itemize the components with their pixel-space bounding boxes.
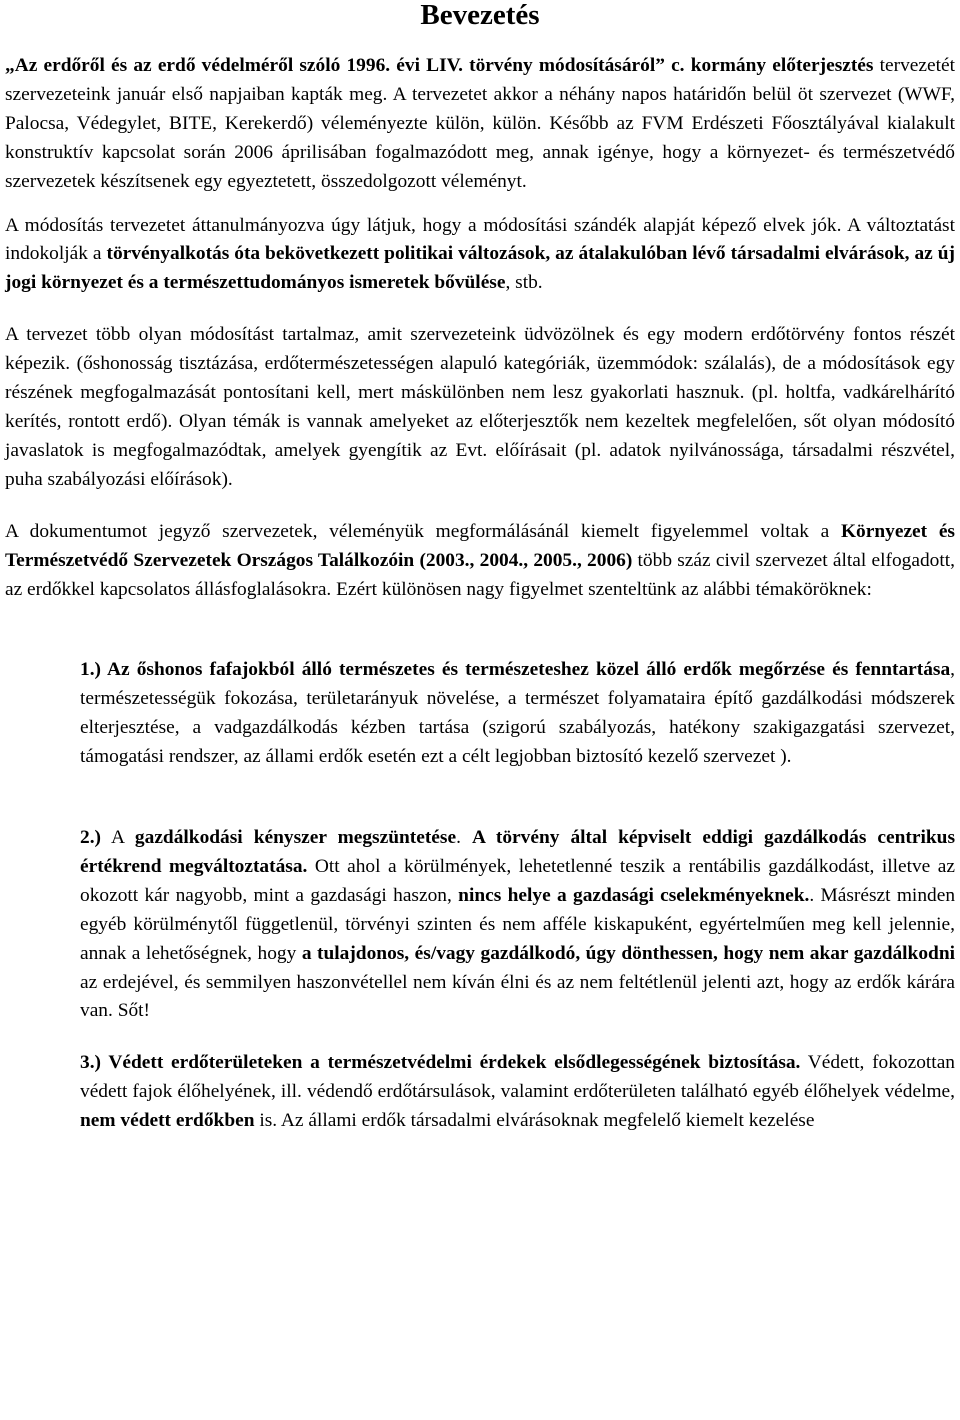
- paragraph-intro: [5, 52, 955, 197]
- emphasized-text: törvényalkotás óta bekövetkezett politikai változások, az átalakulóban lévő társadalmi elvárások, az új jogi környezet és a természettudományos ismeretek bővülése: [5, 243, 955, 294]
- body-text: . Másrészt minden egyéb körülménytől függetlenül, törvényi szinten és nem afféle kiskapuként, egyértelműen meg kell jelennie, annak a lehetőségnek, hogy: [80, 884, 956, 964]
- emphasized-text: Környezet és Természetvédő Szervezetek Országos Találkozóin (2003., 2004., 2005., 2006): [5, 520, 955, 571]
- body-text: az erdejével, és semmilyen haszonvétellel nem kíván élni és az nem feltétlenül jelenti azt, hogy az erdők kárára van. Sőt!: [80, 971, 955, 1022]
- paragraph-topic-1: [5, 656, 955, 772]
- body-text: A: [101, 827, 135, 849]
- body-text: tervezetét szervezeteink január első napjaiban kapták meg. A tervezetet akkor a néhány napos határidőn belül öt szervezet (WWF, Palocsa, Védegylet, BITE, Kerekerdő) véleményezte külön, külön. Később az FVM Erdészeti Főosztályával kialakult konstruktív kapcsolat során 2006 áprilisában fogalmazódott meg, annak igénye, hogy a környezet- és természetvédő szervezetek készítsenek egy egyeztetett, összedolgozott véleményt.: [5, 55, 955, 192]
- body-text: A tervezet több olyan módosítást tartalmaz, amit szervezeteink üdvözölnek és egy modern erdőtörvény fontos részét képezik. (őshonosság tisztázása, erdőtermészetességen alapuló kategóriák, üzemmódok: szálalás), de a módosítások egy részének megfogalmazását pontosítani kell, mert máskülönben nem lesz gyakorlati hasznuk. (pl. holtfa, vadkárelhárító kerítés, rontott erdő). Olyan témák is vannak amelyeket az előterjesztők nem kezeltek megfelelően, sőt olyan módosító javaslatok is megfogalmazódtak, amelyek gyengítik az Evt. előírásait (pl. adatok nyilvánossága, társadalmi részvétel, puha szabályozási előírások).: [5, 324, 955, 490]
- emphasized-text: 2.): [80, 827, 102, 849]
- paragraph-topic-2: [5, 824, 955, 1026]
- body-text: is. Az állami erdők társadalmi elvárásoknak megfelelő kiemelt kezelése: [254, 1110, 815, 1132]
- body-text: A módosítás tervezetet áttanulmányozva úgy látjuk, hogy a módosítási szándék alapját képező elvek jók. A változtatást indokolják a: [5, 214, 955, 265]
- body-text: A dokumentumot jegyző szervezetek, véleményük megformálásánál kiemelt figyelemmel voltak a: [5, 520, 841, 542]
- body-text: .: [456, 827, 472, 849]
- body-text: , stb.: [505, 272, 543, 294]
- emphasized-text: nem védett erdőkben: [80, 1110, 255, 1132]
- emphasized-text: 3.) Védett erdőterületeken a természetvédelmi érdekek elsődlegességének biztosítása.: [80, 1052, 801, 1074]
- emphasized-text: „Az erdőről és az erdő védelméről szóló 1996. évi LIV. törvény módosításáról” c. kormány előterjesztés: [5, 55, 874, 76]
- paragraph-document-scope: [5, 518, 955, 605]
- emphasized-text: a tulajdonos, és/vagy gazdálkodó, úgy dönthessen, hogy nem akar gazdálkodni: [301, 942, 955, 964]
- emphasized-text: A törvény által képviselt eddigi gazdálkodás centrikus értékrend megváltoztatása.: [80, 827, 955, 877]
- paragraph-principles: [5, 212, 955, 299]
- emphasized-text: gazdálkodási kényszer megszüntetése: [134, 827, 457, 849]
- body-text: , természetességük fokozása, területarányuk növelése, a természet folyamataira építő gazdálkodási módszerek elterjesztése, a vadgazdálkodás kézben tartása (szigorú szabályozás, hatékony szakigazgatási szervezet, támogatási rendszer, az állami erdők esetén ezt a célt legjobban biztosító kezelő szervezet ).: [80, 659, 955, 768]
- document-title: Bevezetés: [420, 0, 540, 31]
- paragraph-amendments: [5, 321, 955, 494]
- paragraph-topic-3: [5, 1049, 955, 1136]
- document-page: [5, 0, 955, 1136]
- body-text: több száz civil szervezet által elfogadott, az erdőkkel kapcsolatos állásfoglalásokra. Ezért különösen nagy figyelmet szenteltünk az alábbi témaköröknek:: [5, 549, 955, 600]
- emphasized-text: 1.) Az őshonos fafajokból álló természetes és természeteshez közel álló erdők megőrzése és fenntartása: [80, 659, 951, 681]
- body-text: Védett, fokozottan védett fajok élőhelyének, ill. védendő erdőtársulások, valamint erdőterületen található egyéb élőhelyek védelme,: [80, 1052, 955, 1103]
- body-text: Ott ahol a körülmények, lehetetlenné teszik a rentábilis gazdálkodást, illetve az okozott kár nagyobb, mint a gazdasági haszon,: [80, 855, 955, 906]
- emphasized-text: nincs helye a gazdasági cselekményeknek.: [458, 884, 810, 906]
